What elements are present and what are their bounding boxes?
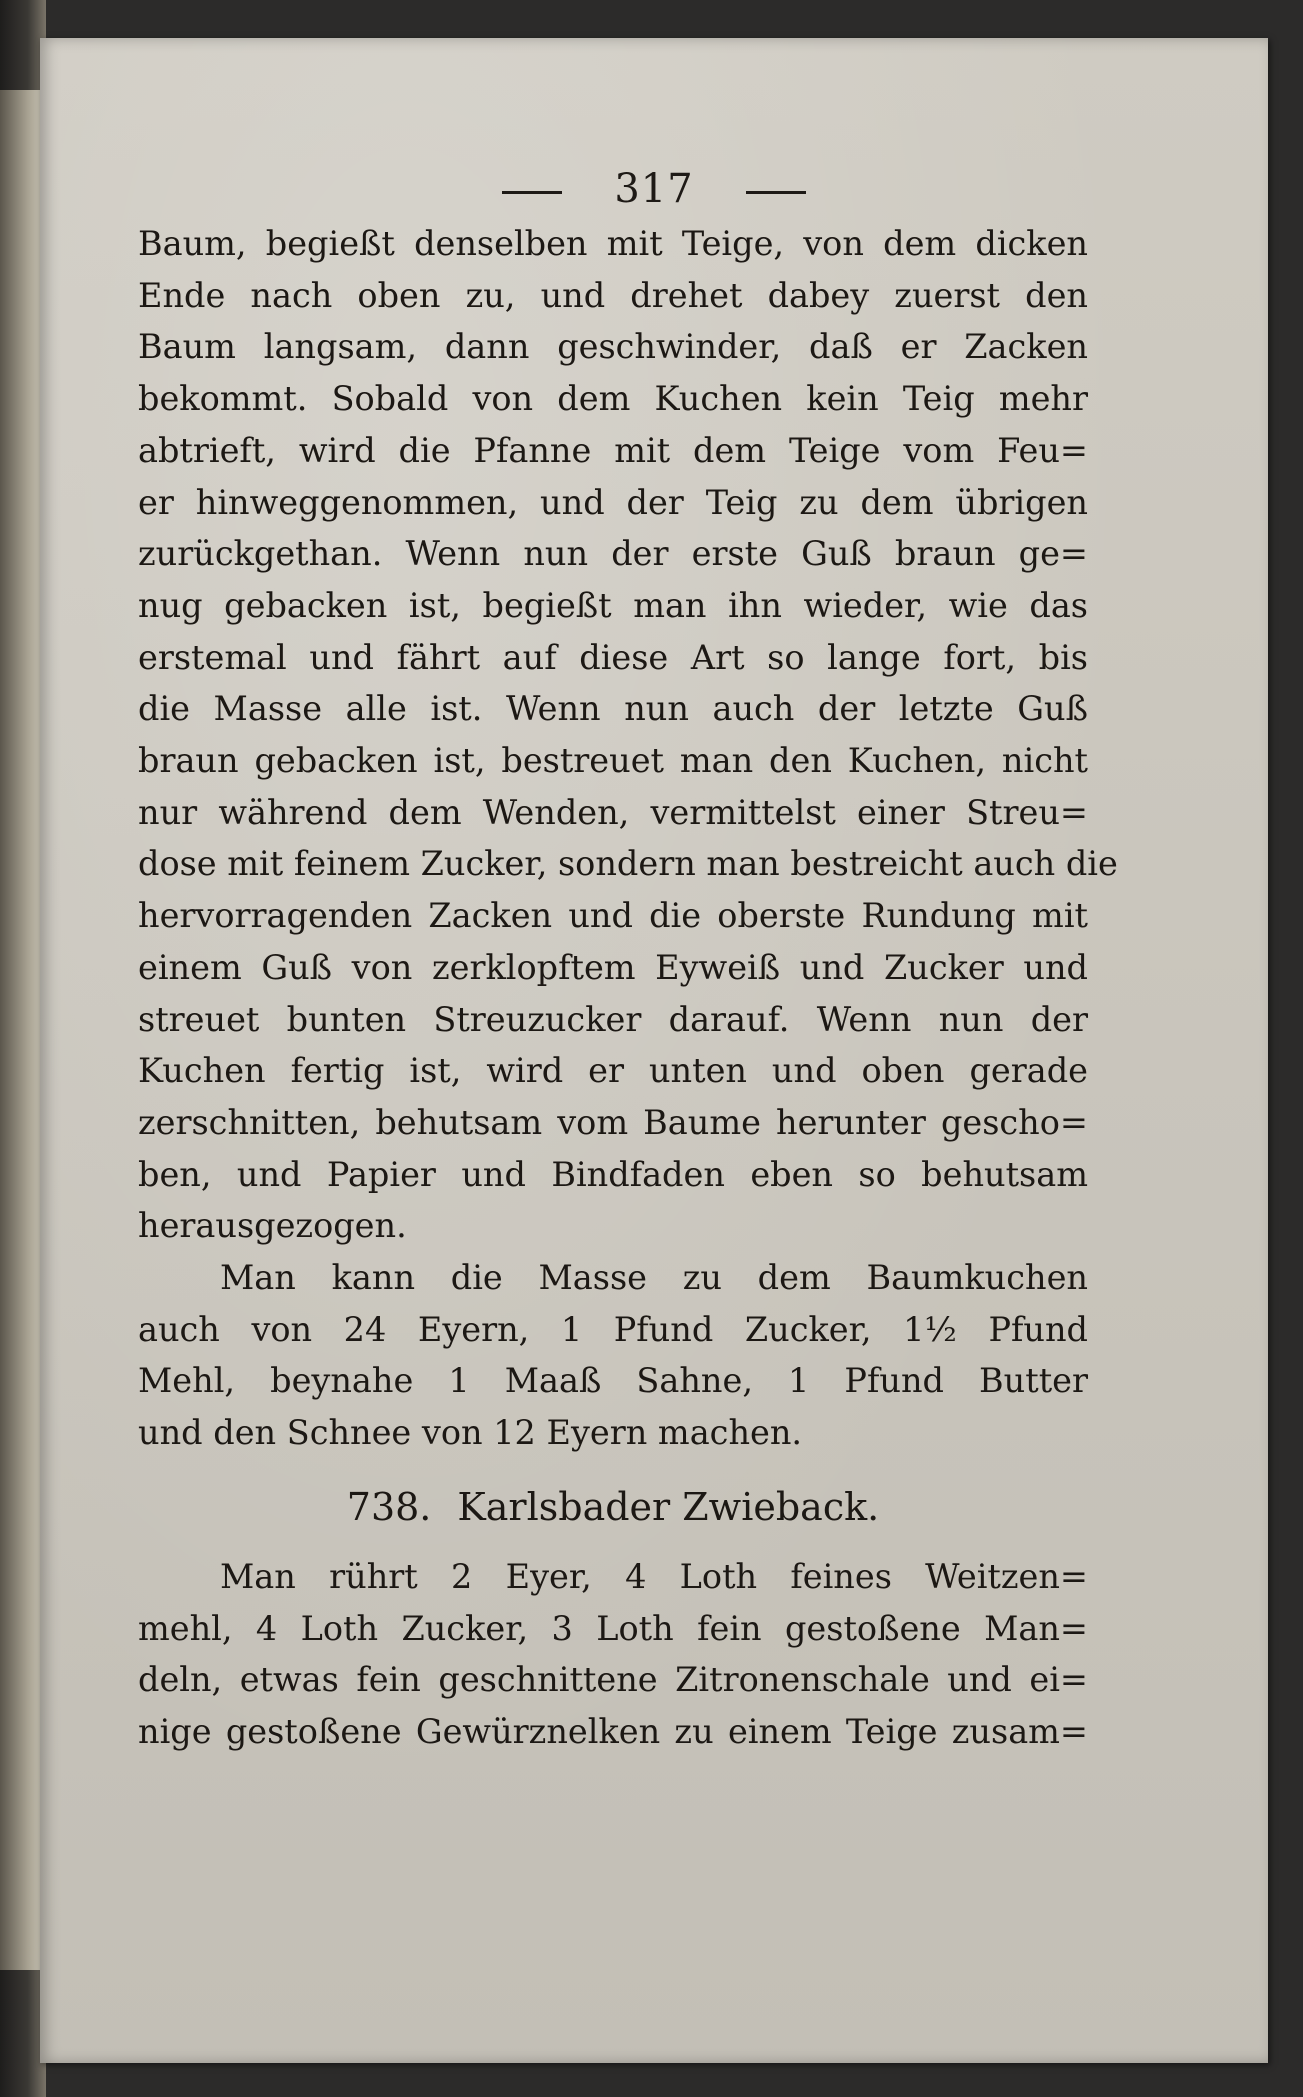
text-line: hervorragenden Zacken und die oberste Rundung mit: [138, 896, 1088, 936]
text-line: braun gebacken ist, bestreuet man den Kuchen, nicht: [138, 741, 1088, 781]
text-line: Man kann die Masse zu dem Baumkuchen: [220, 1258, 1088, 1298]
text-line: er hinweggenommen, und der Teig zu dem übrigen: [138, 482, 1088, 522]
text-line: Mehl, beynahe 1 Maaß Sahne, 1 Pfund Butter: [138, 1361, 1088, 1401]
text-line: auch von 24 Eyern, 1 Pfund Zucker, 1½ Pfund: [138, 1309, 1088, 1349]
text-line: herausgezogen.: [138, 1206, 407, 1246]
text-line: nige gestoßene Gewürznelken zu einem Teige zusam=: [138, 1711, 1088, 1751]
text-line: Baum, begießt denselben mit Teige, von dem dicken: [138, 224, 1088, 263]
header-dash-left: [502, 191, 562, 194]
text-line: ben, und Papier und Bindfaden eben so behutsam: [138, 1154, 1088, 1194]
text-line: Ende nach oben zu, und drehet dabey zuerst den: [138, 275, 1088, 315]
text-line: dose mit feinem Zucker, sondern man bestreicht auch die: [138, 844, 1118, 884]
recipe-number: 738.: [346, 1484, 432, 1529]
text-line: deln, etwas fein geschnittene Zitronenschale und ei=: [138, 1660, 1088, 1700]
text-line: zurückgethan. Wenn nun der erste Guß braun ge=: [138, 534, 1088, 574]
facing-page-edge: [0, 90, 40, 1970]
text-line: nug gebacken ist, begießt man ihn wieder, wie das: [138, 585, 1088, 625]
text-line: Baum langsam, dann geschwinder, daß er Zacken: [138, 327, 1088, 367]
page-header: [40, 166, 1268, 212]
text-line: die Masse alle ist. Wenn nun auch der letzte Guß: [138, 689, 1088, 729]
text-line: und den Schnee von 12 Eyern machen.: [138, 1413, 803, 1453]
text-line: Kuchen fertig ist, wird er unten und oben gerade: [138, 1051, 1088, 1091]
recipe-title: Karlsbader Zwieback.: [457, 1484, 880, 1529]
page-number: 317: [614, 166, 694, 212]
page-body: [138, 218, 1118, 1758]
text-line: streuet bunten Streuzucker darauf. Wenn nun der: [138, 999, 1088, 1039]
text-line: mehl, 4 Loth Zucker, 3 Loth fein gestoßene Man=: [138, 1608, 1088, 1648]
text-line: abtrieft, wird die Pfanne mit dem Teige vom Feu=: [138, 430, 1088, 470]
header-dash-right: [746, 191, 806, 194]
recipe-heading: [138, 1477, 1088, 1537]
text-line: zerschnitten, behutsam vom Baume herunter gescho=: [138, 1102, 1088, 1142]
text-line: Man rührt 2 Eyer, 4 Loth feines Weitzen=: [220, 1556, 1088, 1596]
text-line: bekommt. Sobald von dem Kuchen kein Teig mehr: [138, 379, 1088, 419]
text-line: nur während dem Wenden, vermittelst einer Streu=: [138, 792, 1088, 832]
book-page: [40, 38, 1268, 2063]
text-line: erstemal und fährt auf diese Art so lange fort, bis: [138, 637, 1088, 677]
text-line: einem Guß von zerklopftem Eyweiß und Zucker und: [138, 947, 1088, 987]
